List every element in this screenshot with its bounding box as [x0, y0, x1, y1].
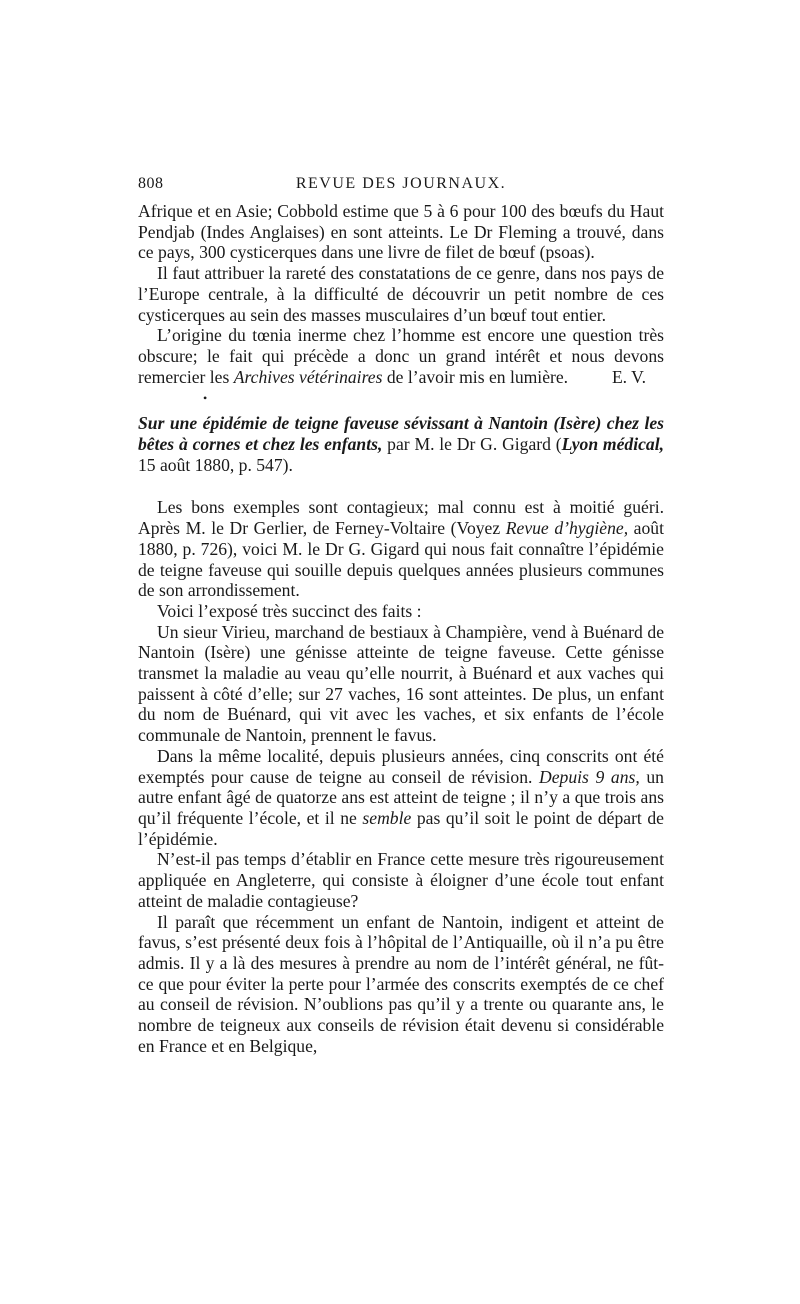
journal-reference: Revue d’hygiène, [505, 518, 629, 539]
running-header [138, 175, 664, 201]
paragraph: Dans la même localité, depuis plusieurs années, cinq conscrits ont été exemptés pour cause de teigne au conseil de révision. Depuis 9 ans, un autre enfant âgé de quatorze ans est atteint de teigne ; il n’y a que trois ans qu’il fréquente l’école, et il ne semble pas qu’il soit le point de départ de l’épidémie. [138, 745, 664, 849]
page-number: 808 [138, 175, 164, 192]
signature: E. V. [611, 366, 646, 387]
journal-reference: Archives vétérinaires [233, 366, 383, 387]
page [138, 175, 664, 1056]
separator-mark: • [203, 391, 208, 406]
article-title: Sur une épidémie de teigne faveuse sévissant à Nantoin (Isère) chez les bêtes à cornes et chez les enfants, par M. le Dr G. Gigard (Lyon médical, 15 août 1880, p. 547). [138, 413, 664, 475]
running-title: REVUE DES JOURNAUX. [295, 175, 507, 192]
paragraph: Voici l’exposé très succinct des faits : [157, 600, 422, 621]
paragraph: Les bons exemples sont contagieux; mal connu est à moitié guéri. Après M. le Dr Gerlier, de Ferney-Voltaire (Voyez Revue d’hygiène, août 1880, p. 726), voici M. le Dr G. Gigard qui nous fait connaître l’épidémie de teigne faveuse qui souille depuis quelques années plusieurs communes de son arrondissement. [138, 497, 664, 601]
paragraph: Il paraît que récemment un enfant de Nantoin, indigent et atteint de favus, s’est présenté deux fois à l’hôpital de l’Antiquaille, où il n’a pu être admis. Il y a là des mesures à prendre au nom de l’intérêt général, ne fût-ce que pour éviter la perte pour l’armée des conscrits exemptés de ce chef au conseil de révision. N’oublions pas qu’il y a trente ou quarante ans, le nombre de teigneux aux conseils de révision était devenu si considérable en France et en Belgique, [138, 911, 664, 1056]
paragraph: N’est-il pas temps d’établir en France cette mesure très rigoureusement appliquée en Angleterre, qui consiste à éloigner d’une école tout enfant atteint de maladie contagieuse? [138, 849, 664, 911]
paragraph: L’origine du tœnia inerme chez l’homme est encore une question très obscure; le fait qui précède a donc un grand intérêt et nous devons remercier les Archives vétérinaires de l’avoir mis en lumière. [138, 325, 664, 387]
paragraph: Un sieur Virieu, marchand de bestiaux à Champière, vend à Buénard de Nantoin (Isère) une génisse atteinte de teigne faveuse. Cette génisse transmet la maladie au veau qu’elle nourrit, à Buénard et aux vaches qui paissent à côté d’elle; sur 27 vaches, 16 sont atteintes. De plus, un enfant du nom de Buénard, qui vit avec les vaches, et six enfants de l’école communale de Nantoin, prennent le favus. [138, 621, 664, 746]
paragraph: Il faut attribuer la rareté des constatations de ce genre, dans nos pays de l’Europe centrale, à la difficulté de découvrir un petit nombre de ces cysticerques au sein des masses musculaires d’un bœuf tout entier. [138, 263, 664, 325]
paragraph: Afrique et en Asie; Cobbold estime que 5 à 6 pour 100 des bœufs du Haut Pendjab (Indes Anglaises) en sont atteints. Le Dr Fleming a trouvé, dans ce pays, 300 cysticerques dans une livre de filet de bœuf (psoas). [138, 201, 664, 263]
